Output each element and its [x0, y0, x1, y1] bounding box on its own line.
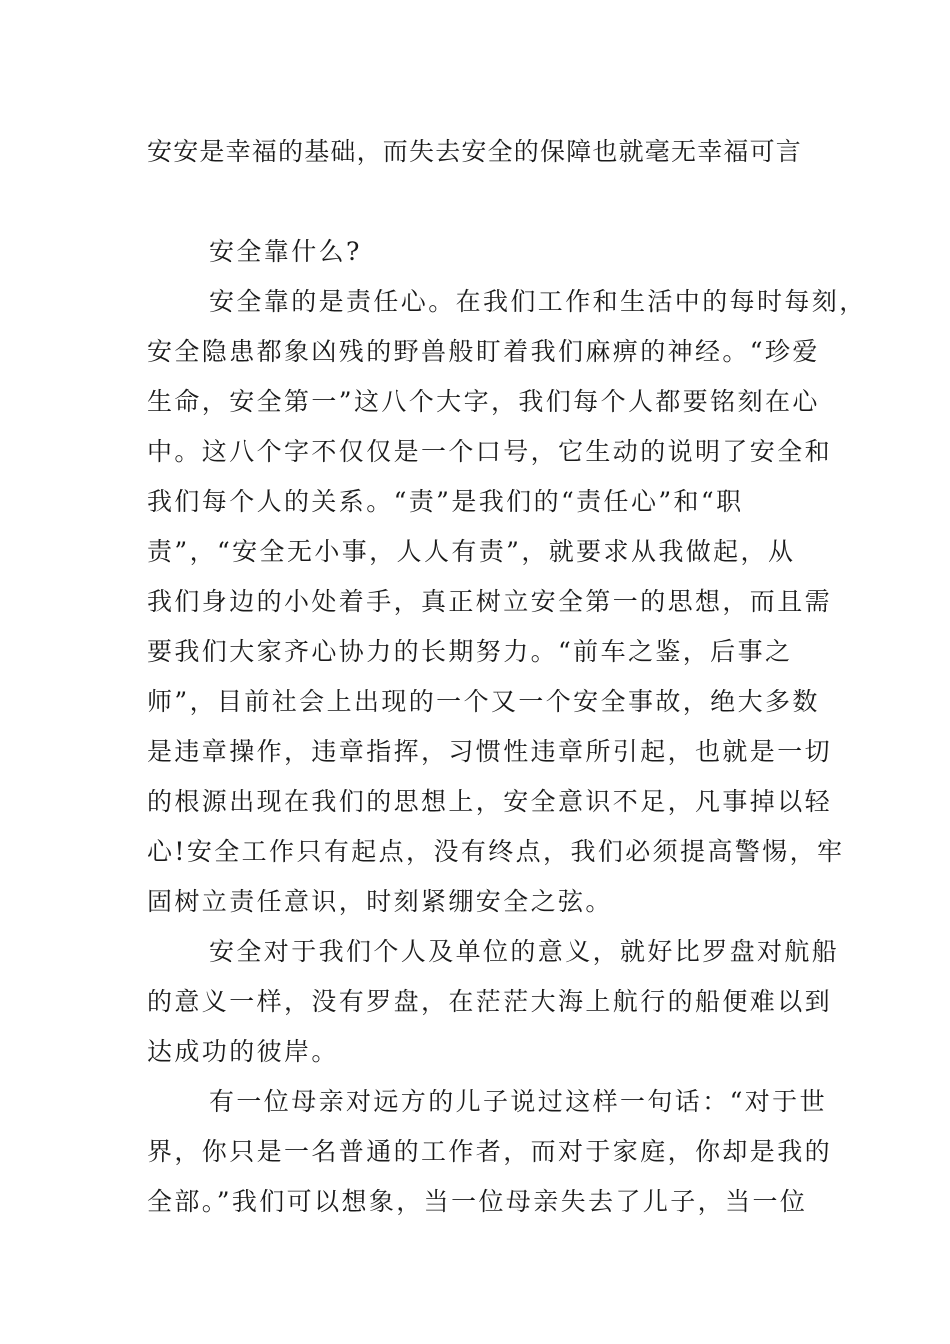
text-line: 是违章操作，违章指挥，习惯性违章所引起，也就是一切	[147, 737, 833, 766]
text-line: 的意义一样，没有罗盘，在茫茫大海上航行的船便难以到	[147, 987, 833, 1016]
text-line: 安全靠的是责任心。在我们工作和生活中的每时每刻，	[209, 287, 867, 316]
text-line: 中。这八个字不仅仅是一个口号，它生动的说明了安全和	[147, 437, 833, 466]
text-line: 生命，安全第一”这八个大字，我们每个人都要铭刻在心	[147, 387, 820, 416]
text-line: 我们身边的小处着手，真正树立安全第一的思想，而且需	[147, 587, 833, 616]
text-line: 全部。”我们可以想象，当一位母亲失去了儿子，当一位	[147, 1187, 808, 1216]
text-line: 有一位母亲对远方的儿子说过这样一句话：“对于世	[209, 1087, 827, 1116]
question-heading: 安全靠什么?	[209, 237, 362, 266]
text-line: 安全隐患都象凶残的野兽般盯着我们麻痹的神经。“珍爱	[147, 337, 820, 366]
text-line: 责”，“安全无小事，人人有责”，就要求从我做起，从	[147, 537, 796, 566]
text-line: 心!安全工作只有起点，没有终点，我们必须提高警惕，牢	[147, 837, 845, 866]
text-line: 师”，目前社会上出现的一个又一个安全事故，绝大多数	[147, 687, 820, 716]
document-title: 安安是幸福的基础，而失去安全的保障也就毫无幸福可言	[147, 137, 803, 166]
text-line: 固树立责任意识，时刻紧绷安全之弦。	[147, 887, 613, 916]
text-line: 达成功的彼岸。	[147, 1037, 339, 1066]
text-line: 我们每个人的关系。“责”是我们的“责任心”和“职	[147, 487, 744, 516]
text-line: 界，你只是一名普通的工作者，而对于家庭，你却是我的	[147, 1137, 833, 1166]
text-line: 要我们大家齐心协力的长期努力。“前车之鉴，后事之	[147, 637, 793, 666]
text-line: 的根源出现在我们的思想上，安全意识不足，凡事掉以轻	[147, 787, 833, 816]
text-line: 安全对于我们个人及单位的意义，就好比罗盘对航船	[209, 937, 840, 966]
